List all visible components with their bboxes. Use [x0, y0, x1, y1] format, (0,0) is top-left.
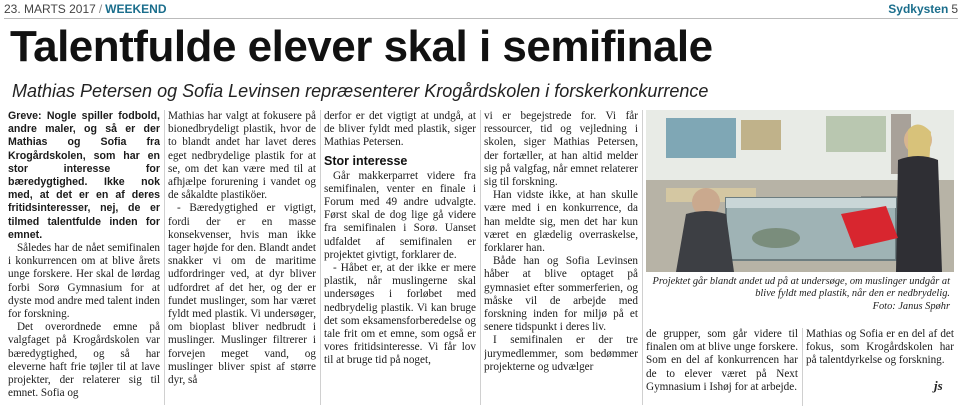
column-divider — [164, 110, 165, 405]
column-divider — [802, 328, 803, 406]
paper-name: Sydkysten — [888, 2, 949, 16]
article-column-1 — [8, 110, 160, 409]
author-signature: js — [934, 378, 943, 393]
body-paragraph: Således har de nået semifinalen i konkurrencen om at blive årets unge forskere. Her skal de lørdag forbi Sorø Gymnasium for at dyste mod andre med talent inden for forskning. — [8, 242, 160, 321]
body-paragraph: Går makkerparret videre fra semifinalen, venter en finale i Forum med 49 andre udvalgte. Først skal de dog lige gå videre fra semifinalen i Sorø. Uanset udfaldet af semifinalen er projektet givtigt, forklarer de. — [324, 169, 476, 261]
body-paragraph: Han vidste ikke, at han skulle være med i en konkurrence, da han meldte sig, men det har kun været en glædelig overraskelse, forklarer han. — [484, 189, 638, 255]
article-lead: Greve: Nogle spiller fodbold, andre maler, og så er der Mathias og Sofia fra Krogårdskolen, som har en stor interesse for bæredygtighed. Ikke nok med, at det er en af deres fritidsinteresser, nej, de er tilmed talentfulde inden for emnet. — [8, 110, 160, 241]
body-paragraph: Mathias og Sofia er en del af det fokus, som Krogårdskolen har på talentdyrkelse og forskning. — [806, 328, 954, 367]
article-column-5 — [646, 328, 798, 409]
column-divider — [480, 110, 481, 405]
body-paragraph: Mathias har valgt at fokusere på bionedbrydeligt plastik, hvor de to blandt andet har lavet deres eget nedbrydelige plastik for at se, om det kan være med til at afhjælpe forurening i vandet og de såkaldte plastiköer. — [168, 110, 316, 202]
body-paragraph: Både han og Sofia Levinsen håber at blive optaget på gymnasiet efter sommerferien, og måske vil de arbejde med forskning inden for miljø på et senere tidspunkt i deres liv. — [484, 255, 638, 334]
body-paragraph: - Håbet er, at der ikke er mere plastik, når muslingerne skal undersøges i forløbet med nedbrydelig plastik. Vi kan bruge det som eksamensforberedelse og tale frit om et emne, som også er vores fritidsinteresse. Vi får lov til at bruge tid på noget, — [324, 262, 476, 367]
header-separator: / — [98, 2, 103, 16]
issue-date: 23. MARTS 2017 — [4, 2, 96, 16]
column-divider — [642, 110, 643, 405]
body-paragraph: I semifinalen er der tre jurymedlemmer, som bedømmer projekterne og udvælger — [484, 334, 638, 373]
article-column-4 — [484, 110, 638, 409]
page-header — [4, 2, 958, 18]
body-paragraph: derfor er det vigtigt at undgå, at de bliver fyldt med plastik, siger Mathias Petersen. — [324, 110, 476, 149]
body-paragraph: - Bæredygtighed er vigtigt, fordi der er en masse konsekvenser, hvis man ikke tager højde for den. Blandt andet snakker vi om de maritime udfordringer ved, at dyr bliver udfordret af det her, og der er fundet muslinger, som har været fyldt med plastik. Vi undersøger, om bioplast bliver nedbrudt i muslinger. Muslinger filtrerer i forvejen meget vand, og muslinger bliver spist af større dyr, så — [168, 202, 316, 387]
body-paragraph: vi er begejstrede for. Vi får ressourcer, tid og vejledning i skolen, siger Mathias Petersen, der fortæller, at han altid melder sig på valgfag, når emnet relaterer sig til forskning. — [484, 110, 638, 189]
column-divider — [320, 110, 321, 405]
classroom-photo — [646, 110, 954, 272]
caption-text: Projektet går blandt andet ud på at undersøge, om muslinger undgår at blive fyldt med plastik, når den er nedbrydelig. — [652, 276, 950, 300]
photo-illustration — [646, 110, 954, 272]
article-column-6 — [806, 328, 954, 409]
body-paragraph: Det overordnede emne på valgfaget på Krogårdskolen var bæredygtighed, og så har eleverne haft frie tøjler til at lave projekter, der relaterer sig til emnet. Sofia og — [8, 321, 160, 400]
body-paragraph: de grupper, som går videre til finalen om at blive unge forskere. Som en del af konkurrencen har de to elever været på Next Gymnasium i Ishøj for at arbejde. — [646, 328, 798, 393]
section-subhead: Stor interesse — [324, 153, 408, 168]
article-headline: Talentfulde elever skal i semifinale — [10, 22, 713, 71]
article-subheadline: Mathias Petersen og Sofia Levinsen repræsenterer Krogårdskolen i forskerkonkurrence — [12, 81, 709, 101]
paper-masthead — [888, 2, 958, 16]
article-column-3 — [324, 110, 476, 409]
photo-credit: Foto: Janus Spøhr — [872, 300, 950, 312]
article-column-2 — [168, 110, 316, 409]
page-number: 5 — [951, 2, 958, 16]
section-name: WEEKEND — [105, 2, 167, 16]
photo-caption — [646, 276, 950, 313]
